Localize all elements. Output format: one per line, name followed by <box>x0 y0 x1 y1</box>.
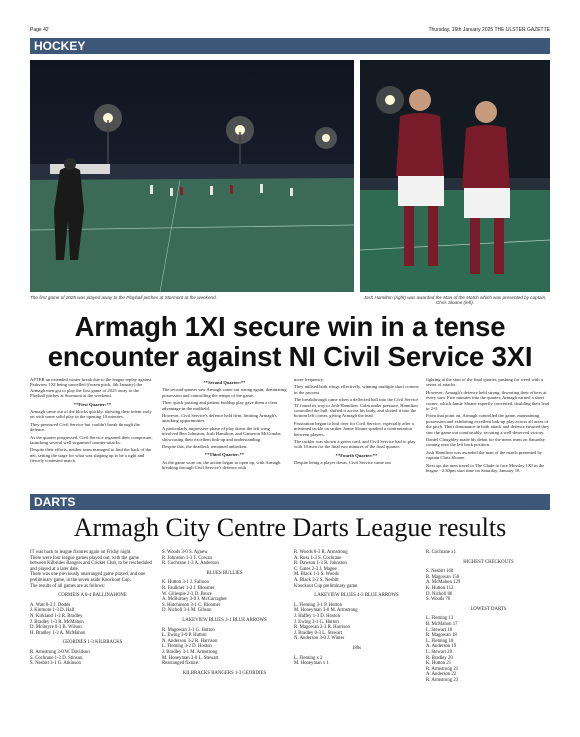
result-line: R. Magowan 18 <box>426 633 457 639</box>
results-heading: HIGHEST CHECKOUTS <box>463 559 514 565</box>
right-photo-caption: Josh Hamilton (right) was awarded the Man of the Match which was presented by captain, Chris Sloane (left). <box>363 295 547 306</box>
result-line: M. Black 1-3 S. Woods <box>294 572 339 578</box>
article-paragraph: Despite their efforts, neither team managed to find the back of the net, setting the stage for what was shaping up to be a tight and fiercely contested match. <box>30 447 152 464</box>
result-line: The results of all games are as follows: <box>30 583 105 589</box>
results-heading: LAKEVIEW BLUES 4-3 BLUE ARROWS <box>314 593 399 599</box>
result-line: J. Ewing 3-1 G. Hutton <box>294 619 339 625</box>
hockey-column-4 <box>426 377 551 476</box>
article-paragraph: However, Armagh's defence held strong, thwarting their efforts at every turn. Five minutes into the quarter, Armagh earned a short corner, which Jamie Sloane expertly converted, doubling their lead to 2-0. <box>426 389 550 412</box>
article-paragraph: The second quarter saw Armagh come out strong again, dominating possession and controlling the tempo of the game. <box>162 387 287 398</box>
result-line: D. Nicholl 3-1 M. Gibson <box>162 608 212 614</box>
article-subheading: **Third Quarter:** <box>204 452 245 458</box>
article-paragraph: Despite this, the deadlock remained unbroken. <box>162 444 248 450</box>
results-heading: 180s <box>351 645 362 651</box>
result-line: R. Armstrong 3-0 W. Davidson <box>30 649 90 655</box>
result-line: W. Gillespie 2-3 D. Bruce <box>162 591 212 597</box>
result-line: S. Hutchinson 3-1 C. Bloomer <box>162 602 221 608</box>
result-line: L. Ewing 3-0 P. Hutton <box>162 633 207 639</box>
result-line: R. Bradley 20 <box>426 655 453 661</box>
result-line: M. Honeyman x 1 <box>294 661 329 667</box>
result-line: R. Armstrong 23 <box>426 677 459 683</box>
result-line: K. Hutton 21 <box>426 661 452 667</box>
results-heading: LOWEST DARTS <box>470 606 507 612</box>
result-line: S. Woods 3-0 S. Agnew <box>162 550 208 555</box>
article-paragraph: Daniel Cloughley made his debut for the mens team on Saturday coming onto the left back position. <box>426 437 545 448</box>
result-line: R. Cochrane 1-3 A. Anderson <box>162 561 219 567</box>
result-line: L. Fleming x 2 <box>294 655 323 661</box>
result-line: There was one previously unarranged game played, and one preliminary game, in the seven aside Knockout Cup. <box>30 572 146 583</box>
result-line: R. Armstrong 21 <box>426 666 459 672</box>
result-line: R. Magowan 2-3 R. Harrison <box>294 625 350 631</box>
article-paragraph: AFTER an extended winter break due to the league replay against Parkview 1XI being cancelled (frozen pitch, 4th January) the Armagh men got to play the first game of 2025 away to the Playball pitches at Stormont at the weekend. <box>30 377 152 399</box>
article-paragraph: As the game wore on, the action began to open up, with Armagh breaking through Civil Service's defence with <box>162 459 281 471</box>
result-line: A. Anderson 22 <box>426 672 457 678</box>
darts-section-bar: DARTS <box>30 494 550 510</box>
result-line: A. Anderson 19 <box>426 644 457 650</box>
darts-column-2 <box>162 550 287 680</box>
result-line: A. McBurney 3-0 J. McCarragher <box>162 597 228 603</box>
hockey-column-3 <box>294 377 419 468</box>
results-heading: BLUES BULLIES <box>206 570 243 576</box>
results-heading: KILBRACKS RANGERS 1-3 GEORDIES <box>182 670 267 676</box>
article-paragraph: However, Civil Service's defence held firm, limiting Armagh's attacking opportunities. <box>162 413 277 424</box>
result-line: There were four league games played out, with the game between Kilbrides Rangers and Cricket Club, to be rescheduled and played at a later date. <box>30 555 152 572</box>
article-subheading: **Fourth Quarter:** <box>335 452 378 458</box>
result-line: IT was back to league fixtures again on Friday night. <box>30 550 132 555</box>
article-paragraph: From that point on, Armagh controlled the game, maintaining possession and exhibiting excellent link-up play across all areas of the pitch. Their dominance in both attack and defence ensured they saw the game out comfortably, securing a well-deserved victory. <box>426 413 550 435</box>
result-line: B. McMahon 17 <box>426 621 458 627</box>
results-heading: LAKEVIEW BLUES 3-1 BLUE ARROWS <box>182 617 267 623</box>
result-line: C. Gates 2-3 J. Magee <box>294 566 337 572</box>
article-paragraph: Their quick passing and patient buildup play gave them a clear advantage in the midfield. <box>162 400 278 411</box>
result-line: Rearranged fixture. <box>162 661 200 667</box>
result-line: S. Nesbitt 160 <box>426 569 454 575</box>
result-line: L. Stewart 18 <box>426 627 452 633</box>
result-line: A. Watt 0-3 J. Dodds <box>30 602 71 608</box>
result-line: N. Anderson 3-0 J. Winter <box>294 636 345 642</box>
result-line: K. Hutton 3-1 J. Falloon <box>162 580 209 586</box>
article-paragraph: Josh Hamilton was awarded the man of the match presented by captain Chris Sloane. <box>426 449 543 461</box>
result-line: K. Hutton 112 <box>426 585 454 591</box>
hockey-headline: Armagh 1XI secure win in a tense encounter against NI Civil Service 3XI <box>47 311 533 372</box>
darts-column-4 <box>426 550 551 683</box>
result-line: A. McMahon 129 <box>426 580 461 586</box>
darts-column-3 <box>294 550 419 667</box>
result-line: H. Bradley 1-3 A. McMahon <box>30 630 86 636</box>
result-line: R. Faulkner 1-2 J. Bloomer <box>162 585 215 591</box>
result-line: L. Fleming 3-2 D. Hoston <box>162 644 212 650</box>
result-line: R. Magowan 150 <box>426 574 460 580</box>
left-photo-caption: The first game of 2025 was played away to the Playball pitches at Stormont at the weekend. <box>30 295 217 300</box>
result-line: A. Ross 1-3 S. Cochrane <box>294 555 342 561</box>
article-paragraph: Despite being a player down, Civil Service came out <box>294 460 391 466</box>
result-line: D. Nicholl 86 <box>426 591 453 597</box>
hockey-column-2 <box>162 377 287 473</box>
article-paragraph: Armagh came out of the blocks quickly, showing their intent early on with some solid play in the opening 10 minutes. <box>30 409 152 420</box>
article-subheading: **Second Quarter:** <box>203 380 246 385</box>
result-line: L. Fleming 13 <box>426 616 454 622</box>
result-line: R. Dawson 1-3 R. Johnston <box>294 561 347 567</box>
darts-headline: Armagh City Centre Darts League results <box>73 513 507 542</box>
results-heading: GEORDIES 1-3 KILBRACKS <box>62 640 123 646</box>
result-line: L. Stewart 20 <box>426 649 452 655</box>
result-line: L. Fleming 3-1 P. Hutton <box>294 602 342 608</box>
result-line: M. Honeyman 3-0 M. Armstrong <box>294 608 358 614</box>
result-line: A. Black 3-2 S. Nesbitt <box>294 577 339 583</box>
result-line: R. Cochrane x1 <box>426 550 456 555</box>
result-line: S. Nesbitt 3-1 G. Atkinson <box>30 661 81 667</box>
hockey-column-1 <box>30 377 155 466</box>
result-line: S. Woods 76 <box>426 597 451 603</box>
publication-date: Thursday, 16th January 2025 THE ULSTER GAZETTE <box>428 27 550 33</box>
article-paragraph: fighting at the start of the final quarter, pushing for weed with a series of attacks. <box>426 377 543 388</box>
result-line: J. Haffey 1-3 D. Hoston <box>294 613 341 619</box>
result-line: R. Magowan 3-1 G. Hutton <box>162 627 215 633</box>
result-line: J. Bradley 1-3 R. McMahon <box>30 619 84 625</box>
article-paragraph: They pressured Civil Service but couldn't break through the defence. <box>30 421 140 433</box>
result-line: J. Bradley 0-3 L. Stewart <box>294 630 343 636</box>
hockey-pitch-photo <box>30 60 354 292</box>
result-line: R. Woods 0-3 R. Armstrong <box>294 550 348 555</box>
article-paragraph: Next up, the men travel to The Glade to face Mossley 1XI in the league - 2.30pm start time on Saturday, January 18. <box>426 462 545 474</box>
article-paragraph: They utilised both wings effectively, winning multiple short corners in the process. <box>294 384 419 395</box>
result-line: L. Fleming 18 <box>426 638 454 644</box>
result-line: R. Johnston 1-3 T. Cowan <box>162 555 212 561</box>
article-paragraph: A particularly impressive phase of play down the left wing involved Ben Johnston, Josh Hamilton, and Cameron McCombe, showcasing their excellent link-up and understanding. <box>162 425 282 442</box>
man-of-the-match-photo <box>360 60 550 292</box>
page-number: Page 42 <box>30 27 49 33</box>
article-paragraph: The breakthrough came when a deflected ball into the Civil Service 'D' found its way to Josh Hamilton. Calm under pressure, Hamilton controlled the ball, shifted it across his body, and slotted it into the bottom left corner, giving Armagh the lead. <box>294 397 419 419</box>
result-line: J. Kinmore 1-3 D. Hall <box>30 608 75 614</box>
result-line: J. Bradley 3-1 M. Armstrong <box>162 649 218 655</box>
page-header <box>30 24 550 36</box>
result-line: N. Anderson 3-2 R. Harrison <box>162 638 218 644</box>
result-line: D. McIntyre 0-3 B. Wilson <box>30 625 82 631</box>
article-paragraph: Frustration began to boil over for Civil Service, especially after a mistimed tackle on striker Jamie Sloane sparked a confrontation between players. <box>294 420 414 437</box>
result-line: N. Kirkland 1-3 R. Bradley <box>30 613 83 619</box>
result-line: S. Cochrane 1-3 D. Stinson <box>30 655 83 661</box>
darts-column-1 <box>30 550 155 667</box>
results-heading: CORMEIS A 0-4 BALLINAHONE <box>58 593 127 599</box>
article-paragraph: The tackler was shown a green card, and Civil Service had to play with 10 men for the final two minutes of the final quarter. <box>294 439 416 450</box>
hockey-section-bar: HOCKEY <box>30 38 550 54</box>
article-paragraph: As the quarter progressed, Civil Service regained their composure, launching several well-organised counter-attacks. <box>30 434 153 446</box>
result-line: M. Honeyman 3-0 L. Stewart <box>162 655 219 661</box>
article-paragraph: more frequency. <box>294 377 324 382</box>
article-subheading: **First Quarter:** <box>73 401 112 407</box>
result-line: Knockout Cup preliminary game. <box>294 583 359 589</box>
